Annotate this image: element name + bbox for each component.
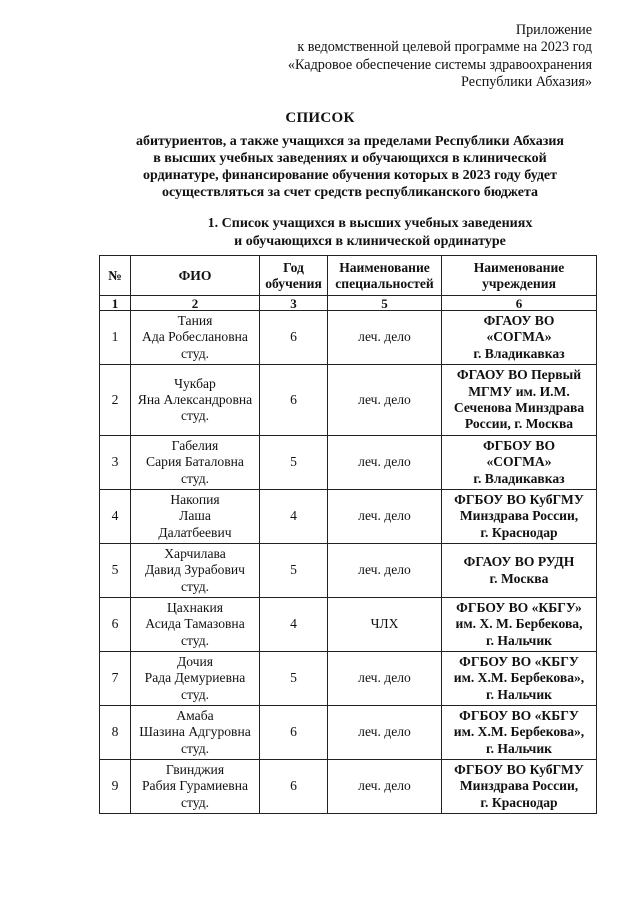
annex-line: «Кадровое обеспечение системы здравоохранения <box>287 56 592 73</box>
institution-line: им. Х.М. Бербекова», <box>453 670 585 686</box>
institution-city: России, г. Москва <box>464 416 574 432</box>
student-name-line: студ. <box>180 794 210 810</box>
section-title <box>110 215 630 250</box>
students-table <box>99 255 597 814</box>
column-number: 3 <box>260 296 328 311</box>
header-institution <box>442 256 597 296</box>
row-number: 1 <box>100 311 131 365</box>
student-name-line: Чукбар <box>174 375 216 391</box>
student-name-line: Цахнакия <box>166 600 224 616</box>
student-name-cell <box>131 652 260 706</box>
header-institution-line: Наименование <box>473 260 565 275</box>
table-row <box>100 760 597 814</box>
institution-cell <box>442 490 597 544</box>
student-name-cell <box>131 760 260 814</box>
student-name-line: Габелия <box>171 438 219 454</box>
header-institution-line: учреждения <box>482 275 556 291</box>
institution-city: г. Краснодар <box>480 524 558 540</box>
institution-city: г. Владикавказ <box>473 345 565 361</box>
institution-line: ФГАОУ ВО РУДН <box>463 554 575 570</box>
student-name-cell <box>131 490 260 544</box>
column-number: 6 <box>442 296 597 311</box>
institution-line: ФГБОУ ВО КубГМУ <box>454 492 584 508</box>
row-number: 9 <box>100 760 131 814</box>
student-name-line: Асида Тамазовна <box>145 616 245 632</box>
institution-line: им. Х.М. Бербекова», <box>453 724 585 740</box>
student-name-line: Тания <box>177 313 213 329</box>
specialty: леч. дело <box>328 311 442 365</box>
student-name-line: Яна Александровна <box>137 391 253 407</box>
annex-line: Республики Абхазия» <box>461 74 592 91</box>
institution-line: Сеченова Минздрава <box>453 400 585 415</box>
institution-line: Минздрава России, <box>459 778 579 794</box>
institution-city: г. Нальчик <box>485 740 553 756</box>
row-number: 4 <box>100 490 131 544</box>
institution-city: г. Нальчик <box>485 632 553 648</box>
subtitle-line: осуществляться за счет средств республиканского бюджета <box>161 185 539 200</box>
student-name-line: студ. <box>180 686 210 702</box>
table-row <box>100 706 597 760</box>
study-year: 5 <box>260 436 328 490</box>
table-row <box>100 365 597 436</box>
section-title-line: 1. Список учащихся в высших учебных заведениях <box>207 216 533 231</box>
institution-cell <box>442 311 597 365</box>
table-row <box>100 598 597 652</box>
study-year: 6 <box>260 365 328 436</box>
student-name-line: студ. <box>180 345 210 361</box>
student-name-cell <box>131 544 260 598</box>
institution-line: ФГБОУ ВО «КБГУ <box>459 708 579 724</box>
student-name-line: Рада Демуриевна <box>144 670 246 686</box>
document-title: СПИСОК <box>285 110 355 126</box>
column-number-row <box>100 296 597 311</box>
table-row <box>100 311 597 365</box>
institution-cell <box>442 760 597 814</box>
specialty: леч. дело <box>328 436 442 490</box>
institution-city: г. Краснодар <box>480 794 558 810</box>
student-name-line: студ. <box>180 578 210 594</box>
institution-line: ФГБОУ ВО «КБГУ <box>459 654 579 670</box>
table-header-row <box>100 256 597 296</box>
header-specialty-line: специальностей <box>335 275 434 291</box>
study-year: 6 <box>260 311 328 365</box>
row-number: 2 <box>100 365 131 436</box>
institution-cell <box>442 436 597 490</box>
study-year: 6 <box>260 760 328 814</box>
study-year: 4 <box>260 490 328 544</box>
table-row <box>100 436 597 490</box>
institution-line: ФГБОУ ВО <box>482 438 556 454</box>
student-name-line: Далатбеевич <box>158 524 232 540</box>
student-name-line: студ. <box>180 632 210 648</box>
row-number: 5 <box>100 544 131 598</box>
institution-cell <box>442 598 597 652</box>
student-name-cell <box>131 598 260 652</box>
header-year-line: обучения <box>265 275 322 291</box>
specialty: леч. дело <box>328 760 442 814</box>
column-number: 5 <box>328 296 442 311</box>
header-num: № <box>100 256 131 296</box>
student-name-line: Шазина Адгуровна <box>139 724 251 740</box>
student-name-cell <box>131 311 260 365</box>
header-year-line: Год <box>283 260 304 275</box>
annex-line: Приложение <box>515 22 592 38</box>
student-name-line: Харчилава <box>164 546 226 562</box>
institution-line: Минздрава России, <box>459 508 579 524</box>
annex-header <box>172 22 592 92</box>
subtitle-line: в высших учебных заведениях и обучающихся в клинической <box>153 151 547 166</box>
specialty: леч. дело <box>328 490 442 544</box>
header-specialty-line: Наименование <box>339 260 430 275</box>
institution-line: ФГБОУ ВО «КБГУ» <box>456 600 582 616</box>
table-row <box>100 544 597 598</box>
row-number: 3 <box>100 436 131 490</box>
column-number: 2 <box>131 296 260 311</box>
specialty: леч. дело <box>328 706 442 760</box>
institution-cell <box>442 706 597 760</box>
student-name-line: Ада Робеслановна <box>142 329 248 345</box>
specialty: леч. дело <box>328 652 442 706</box>
institution-line: им. Х. М. Бербекова, <box>455 616 583 632</box>
student-name-cell <box>131 436 260 490</box>
student-name-cell <box>131 365 260 436</box>
student-name-line: Накопия <box>170 492 220 508</box>
specialty: леч. дело <box>328 544 442 598</box>
institution-line: ФГАОУ ВО <box>483 313 555 329</box>
institution-cell <box>442 544 597 598</box>
institution-city: г. Нальчик <box>485 686 553 702</box>
study-year: 6 <box>260 706 328 760</box>
row-number: 7 <box>100 652 131 706</box>
institution-city: г. Москва <box>489 570 549 586</box>
institution-line: «СОГМА» <box>486 329 552 345</box>
institution-line: «СОГМА» <box>486 454 552 470</box>
specialty: леч. дело <box>328 365 442 436</box>
column-number: 1 <box>100 296 131 311</box>
institution-line: ФГБОУ ВО КубГМУ <box>454 762 584 778</box>
student-name-line: Гвинджия <box>165 762 225 778</box>
header-fio: ФИО <box>131 256 260 296</box>
study-year: 5 <box>260 544 328 598</box>
student-name-line: студ. <box>180 408 210 424</box>
student-name-cell <box>131 706 260 760</box>
institution-line: ФГАОУ ВО Первый <box>456 367 582 383</box>
subtitle-line: абитуриентов, а также учащихся за пределами Республики Абхазия <box>135 134 565 149</box>
student-name-line: Дочия <box>176 654 214 670</box>
specialty: ЧЛХ <box>328 598 442 652</box>
header-specialty <box>328 256 442 296</box>
table-row <box>100 490 597 544</box>
subtitle-line: ординатуре, финансирование обучения которых в 2023 году будет <box>142 168 558 183</box>
institution-city: г. Владикавказ <box>473 470 565 486</box>
student-name-line: Лаша <box>179 508 211 524</box>
annex-line: к ведомственной целевой программе на 2023 год <box>297 39 592 56</box>
institution-cell <box>442 652 597 706</box>
study-year: 4 <box>260 598 328 652</box>
student-name-line: Амаба <box>176 708 214 724</box>
study-year: 5 <box>260 652 328 706</box>
student-name-line: Рабия Гурамиевна <box>141 778 249 794</box>
institution-cell <box>442 365 597 436</box>
student-name-line: студ. <box>180 470 210 486</box>
header-year <box>260 256 328 296</box>
student-name-line: студ. <box>180 740 210 756</box>
table-row <box>100 652 597 706</box>
document-subtitle <box>90 133 610 201</box>
section-title-line: и обучающихся в клинической ординатуре <box>234 233 506 249</box>
row-number: 8 <box>100 706 131 760</box>
row-number: 6 <box>100 598 131 652</box>
student-name-line: Давид Зурабович <box>145 562 245 578</box>
student-name-line: Сария Баталовна <box>146 454 244 470</box>
institution-line: МГМУ им. И.М. <box>468 383 570 399</box>
